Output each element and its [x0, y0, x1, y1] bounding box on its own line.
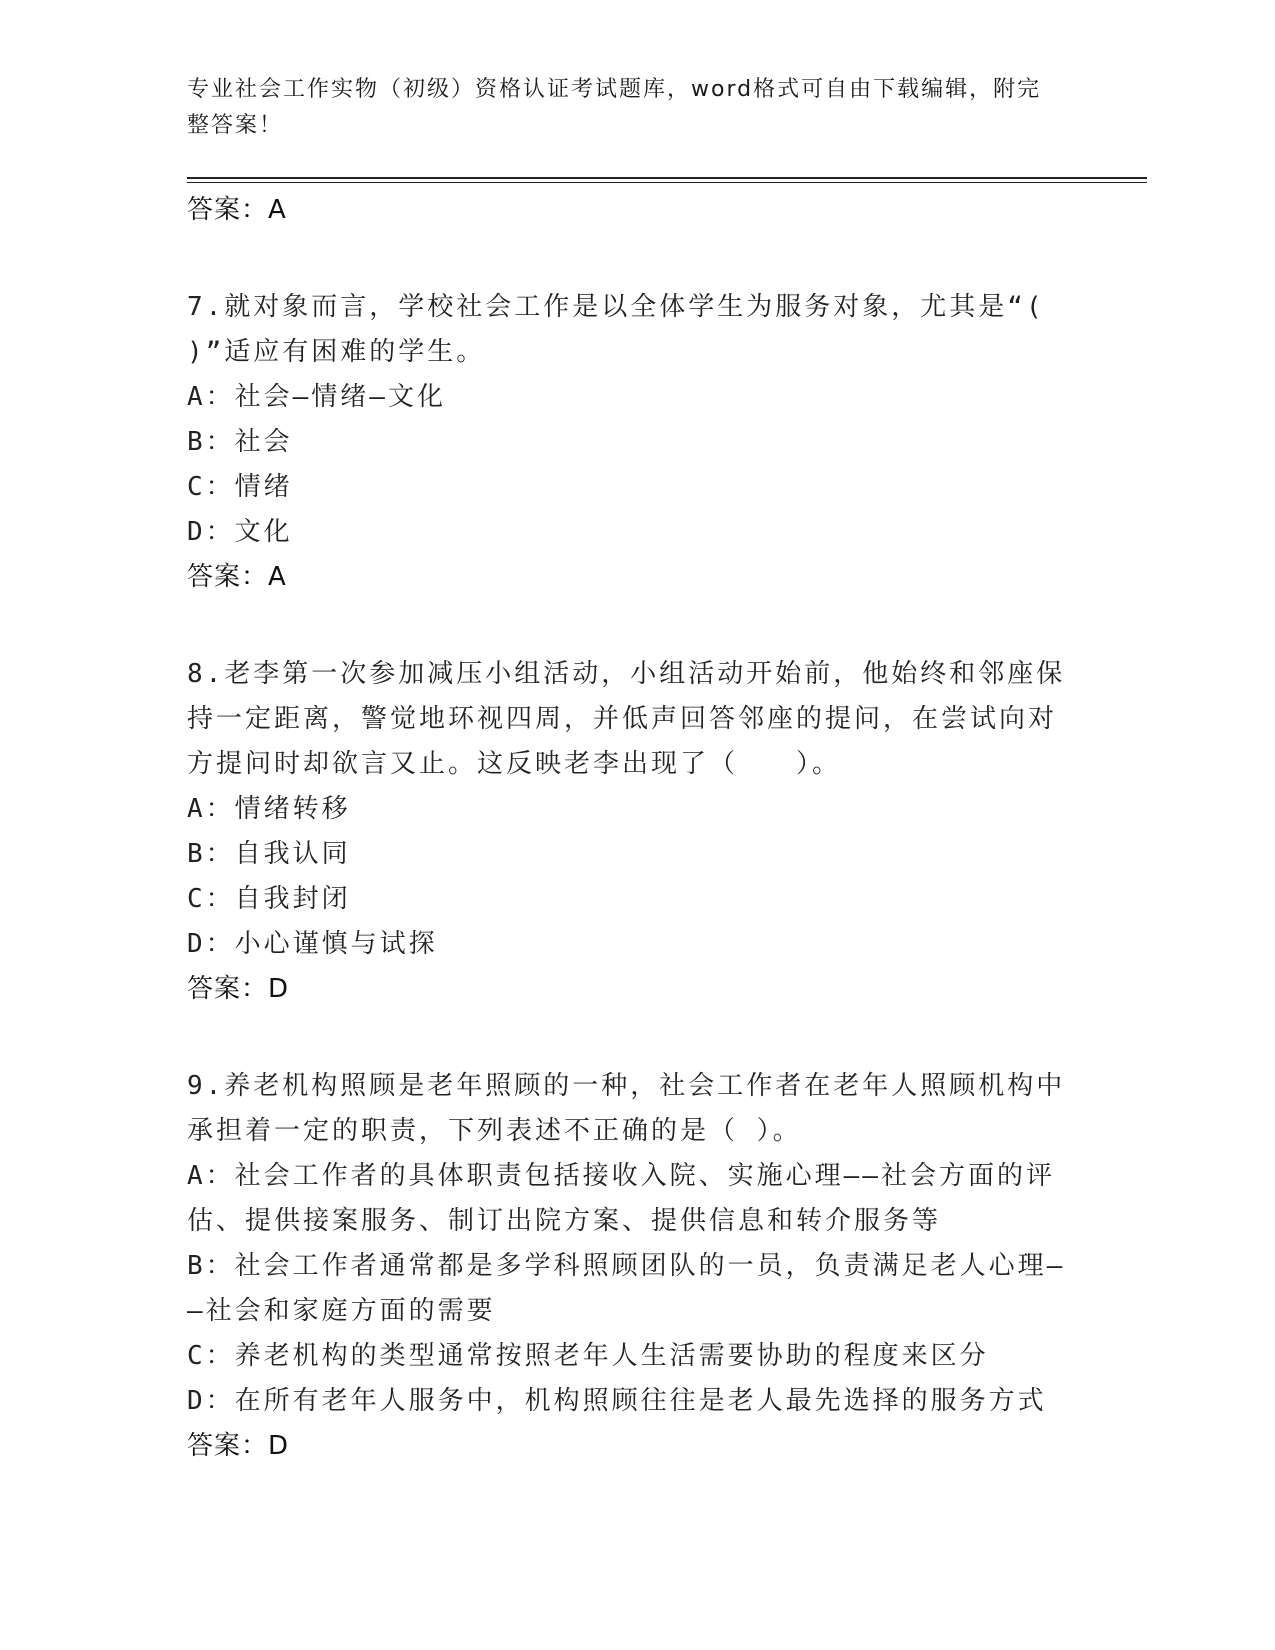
- option-b: B：社会: [187, 427, 293, 457]
- answer-line: 答案：D: [187, 1431, 290, 1461]
- option-a-line: A：社会工作者的具体职责包括接收入院、实施心理——社会方面的评: [187, 1161, 1055, 1191]
- option-b: B：自我认同: [187, 839, 351, 869]
- option-b-line: —社会和家庭方面的需要: [187, 1296, 496, 1326]
- header-line-2: 整答案！: [187, 113, 284, 138]
- question-stem-line: 9.养老机构照顾是老年照顾的一种，社会工作者在老年人照顾机构中: [187, 1071, 1066, 1101]
- answer-line: 答案：A: [187, 562, 287, 592]
- option-d: D：小心谨慎与试探: [187, 929, 438, 959]
- question-7: [187, 285, 1087, 600]
- header-rule-thin: [187, 182, 1147, 183]
- question-stem-line: 8.老李第一次参加减压小组活动，小组活动开始前，他始终和邻座保: [187, 659, 1066, 689]
- option-a: A：情绪转移: [187, 794, 351, 824]
- option-d: D：文化: [187, 517, 293, 547]
- question-stem-line: )”适应有困难的学生。: [187, 337, 486, 367]
- option-a: A：社会—情绪—文化: [187, 382, 446, 412]
- answer-line: 答案：D: [187, 974, 290, 1004]
- option-a-line: 估、提供接案服务、制订出院方案、提供信息和转介服务等: [187, 1206, 942, 1236]
- question-stem-line: 承担着一定的职责，下列表述不正确的是（ ）。: [187, 1116, 802, 1146]
- option-b-line: B：社会工作者通常都是多学科照顾团队的一员，负责满足老人心理—: [187, 1251, 1066, 1281]
- question-9: [187, 1064, 1087, 1469]
- question-stem-line: 7.就对象而言，学校社会工作是以全体学生为服务对象，尤其是“(: [187, 292, 1045, 322]
- header-rule-thick: [187, 177, 1147, 179]
- option-c: C：养老机构的类型通常按照老年人生活需要协助的程度来区分: [187, 1341, 989, 1371]
- document-body: [187, 188, 1087, 1469]
- question-stem-line: 持一定距离，警觉地环视四周，并低声回答邻座的提问，在尝试向对: [187, 704, 1058, 734]
- option-d: D：在所有老年人服务中，机构照顾往往是老人最先选择的服务方式: [187, 1386, 1047, 1416]
- option-c: C：情绪: [187, 472, 293, 502]
- answer-line: 答案：A: [187, 195, 287, 225]
- question-8: [187, 652, 1087, 1012]
- option-c: C：自我封闭: [187, 884, 351, 914]
- document-header: [187, 72, 1067, 144]
- header-line-1: 专业社会工作实物（初级）资格认证考试题库，word格式可自由下载编辑，附完: [187, 77, 1042, 102]
- question-stem-line: 方提问时却欲言又止。这反映老李出现了（ ）。: [187, 749, 842, 779]
